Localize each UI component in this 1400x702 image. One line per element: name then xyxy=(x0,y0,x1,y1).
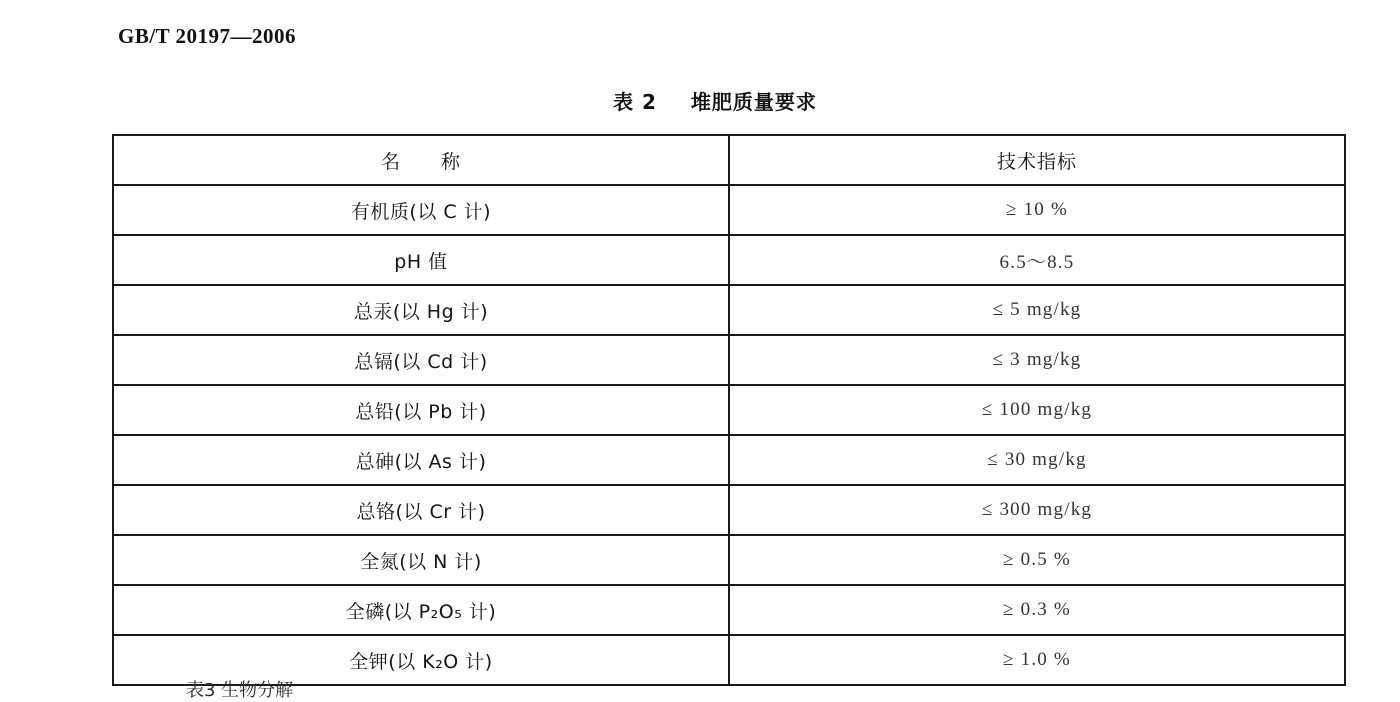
table-row xyxy=(113,235,1345,285)
row-name: 有机质(以 C 计) xyxy=(113,185,729,235)
table-caption-title: 堆肥质量要求 xyxy=(690,90,817,114)
row-name: 全钾(以 K₂O 计) xyxy=(113,635,729,685)
row-value: ≤ 5 mg/kg xyxy=(729,285,1345,335)
standard-number: GB/T 20197—2006 xyxy=(118,24,297,48)
row-value: ≤ 300 mg/kg xyxy=(729,485,1345,535)
table-row xyxy=(113,535,1345,585)
column-header-name-char1: 名 xyxy=(380,150,401,173)
row-name: 总汞(以 Hg 计) xyxy=(113,285,729,335)
table-row xyxy=(113,185,1345,235)
row-value: ≤ 100 mg/kg xyxy=(729,385,1345,435)
table-caption-label: 表 2 xyxy=(613,90,657,114)
table-row xyxy=(113,285,1345,335)
row-name: 全磷(以 P₂O₅ 计) xyxy=(113,585,729,635)
row-value: ≤ 30 mg/kg xyxy=(729,435,1345,485)
row-name: 总镉(以 Cd 计) xyxy=(113,335,729,385)
column-header-name xyxy=(113,135,729,185)
table-row xyxy=(113,585,1345,635)
table-row xyxy=(113,335,1345,385)
table-row xyxy=(113,485,1345,535)
row-value: 6.5～8.5 xyxy=(729,235,1345,285)
row-name: 总铬(以 Cr 计) xyxy=(113,485,729,535)
table-row xyxy=(113,435,1345,485)
table-row xyxy=(113,385,1345,435)
row-value: ≥ 1.0 % xyxy=(729,635,1345,685)
row-value: ≤ 3 mg/kg xyxy=(729,335,1345,385)
row-name: 全氮(以 N 计) xyxy=(113,535,729,585)
row-value: ≥ 10 % xyxy=(729,185,1345,235)
next-section-partial-text: 表3 生物分解 xyxy=(186,680,294,701)
row-value: ≥ 0.5 % xyxy=(729,535,1345,585)
column-header-value: 技术指标 xyxy=(729,135,1345,185)
row-value: ≥ 0.3 % xyxy=(729,585,1345,635)
row-name: 总铅(以 Pb 计) xyxy=(113,385,729,435)
column-header-name-char2: 称 xyxy=(441,150,462,173)
row-name: pH 值 xyxy=(113,235,729,285)
table-header-row xyxy=(113,135,1345,185)
table-body xyxy=(113,185,1345,685)
table-caption xyxy=(0,86,1400,115)
table-row xyxy=(113,635,1345,685)
row-name: 总砷(以 As 计) xyxy=(113,435,729,485)
